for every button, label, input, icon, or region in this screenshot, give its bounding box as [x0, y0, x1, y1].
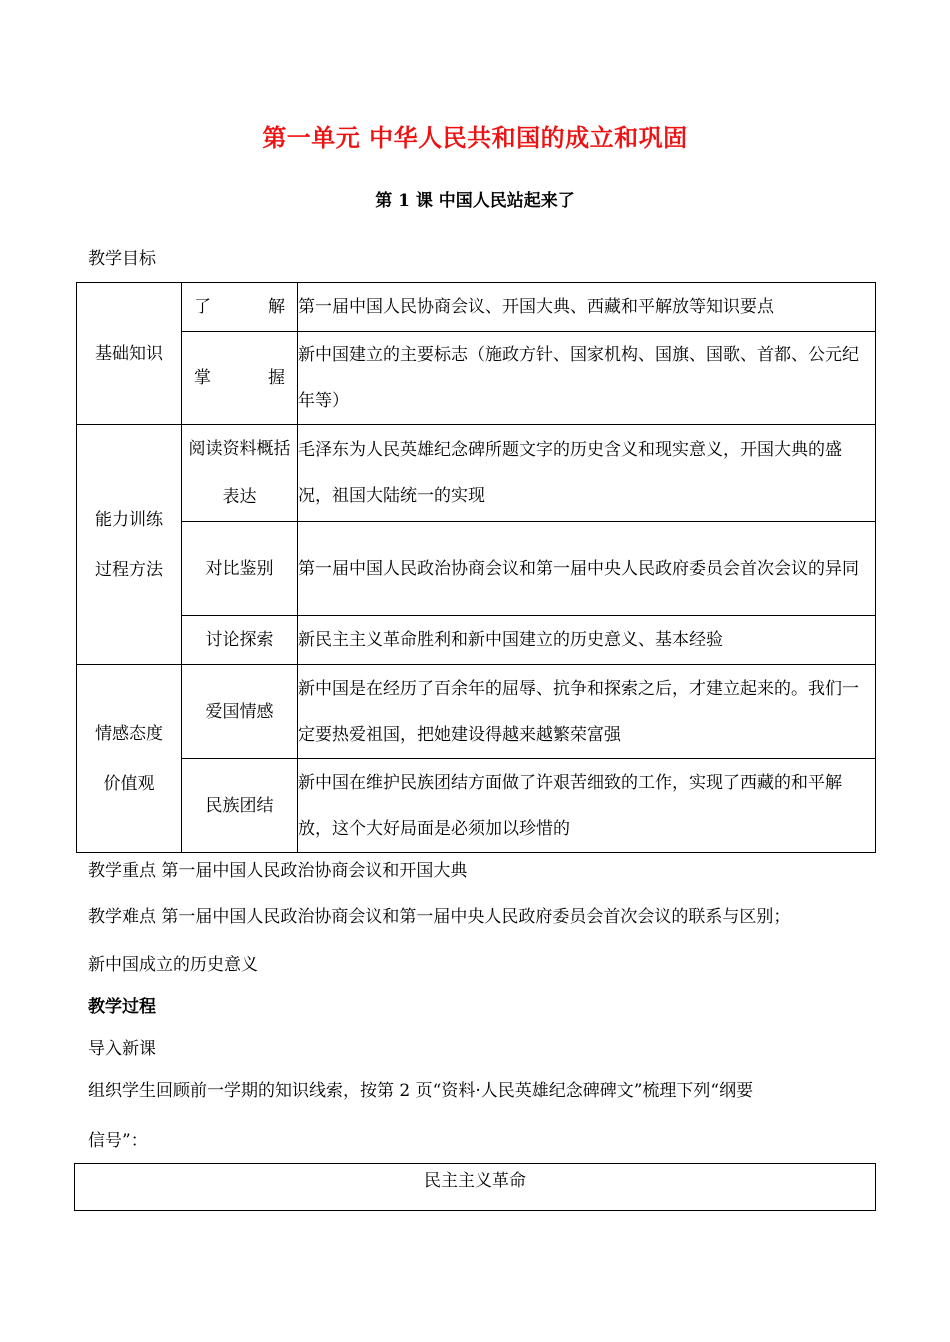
- outline-box: [74, 1163, 876, 1211]
- intro-heading: 导入新课: [88, 1039, 156, 1059]
- table-row: [77, 283, 876, 332]
- category-cell: [77, 425, 182, 665]
- process-heading: 教学过程: [88, 997, 156, 1017]
- category-label: 能力训练: [95, 509, 163, 530]
- objectives-table: [76, 282, 876, 853]
- table-row: [77, 332, 876, 425]
- table-row: [77, 616, 876, 665]
- objectives-label: 教学目标: [88, 249, 156, 269]
- lesson-title: 第 1 课 中国人民站起来了: [375, 191, 575, 211]
- subcategory-cell: 对比鉴别: [182, 522, 298, 616]
- table-row: [77, 522, 876, 616]
- subcategory-cell: 爱国情感: [182, 665, 298, 759]
- unit-title: 第一单元 中华人民共和国的成立和巩固: [262, 123, 688, 152]
- subcategory-cell: 了 解: [182, 283, 298, 332]
- difficulty-line-cont: 新中国成立的历史意义: [88, 955, 258, 975]
- subcategory-cell: 民族团结: [182, 759, 298, 853]
- description-cell: 第一届中国人民政治协商会议和第一届中央人民政府委员会首次会议的异同: [298, 522, 876, 616]
- description-cell: 新民主主义革命胜利和新中国建立的历史意义、基本经验: [298, 616, 876, 665]
- category-label: 价值观: [103, 773, 155, 794]
- category-cell: [77, 665, 182, 853]
- description-cell: 毛泽东为人民英雄纪念碑所题文字的历史含义和现实意义，开国大典的盛况，祖国大陆统一的实现: [298, 425, 876, 522]
- category-label: 基础知识: [95, 343, 163, 364]
- intro-paragraph-cont: 信号”：: [88, 1131, 148, 1151]
- category-label: 情感态度: [95, 723, 163, 744]
- difficulty-line: 教学难点 第一届中国人民政治协商会议和第一届中央人民政府委员会首次会议的联系与区别；: [88, 907, 791, 927]
- key-point-line: 教学重点 第一届中国人民政治协商会议和开国大典: [88, 861, 468, 881]
- subcategory-cell: 讨论探索: [182, 616, 298, 665]
- subcategory-cell: 掌 握: [182, 332, 298, 425]
- description-cell: 新中国是在经历了百余年的屈辱、抗争和探索之后，才建立起来的。我们一定要热爱祖国，把她建设得越来越繁荣富强: [298, 665, 876, 759]
- table-row: [77, 665, 876, 759]
- outline-box-text: 民主主义革命: [424, 1171, 526, 1191]
- table-row: [77, 759, 876, 853]
- category-cell: [77, 283, 182, 425]
- table-row: [77, 425, 876, 522]
- description-cell: 新中国在维护民族团结方面做了许艰苦细致的工作，实现了西藏的和平解放，这个大好局面是必须加以珍惜的: [298, 759, 876, 853]
- category-label: 过程方法: [95, 559, 163, 580]
- intro-paragraph: 组织学生回顾前一学期的知识线索，按第 2 页“资料·人民英雄纪念碑碑文”梳理下列“纲要: [88, 1081, 754, 1101]
- description-cell: 第一届中国人民协商会议、开国大典、西藏和平解放等知识要点: [298, 283, 876, 332]
- subcategory-cell: 阅读资料概括表达: [182, 425, 298, 522]
- description-cell: 新中国建立的主要标志（施政方针、国家机构、国旗、国歌、首都、公元纪年等）: [298, 332, 876, 425]
